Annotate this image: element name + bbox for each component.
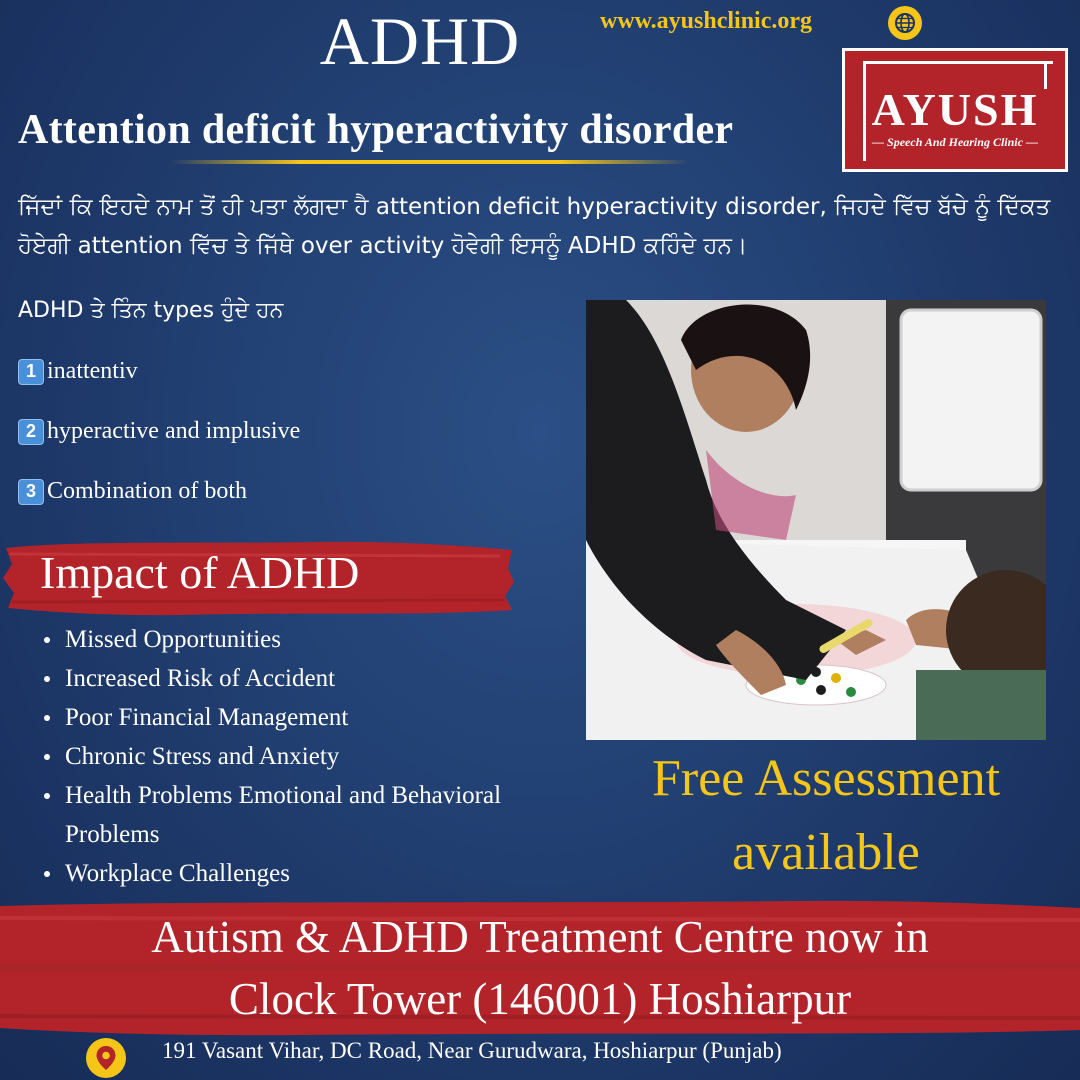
list-item: Workplace Challenges xyxy=(42,854,587,893)
globe-icon xyxy=(888,6,922,40)
intro-paragraph: ਜਿੱਦਾਂ ਕਿ ਇਹਦੇ ਨਾਮ ਤੋਂ ਹੀ ਪਤਾ ਲੱਗਦਾ ਹੈ attention deficit hyperactivity disorder, ਜਿਹਦੇ ਵਿੱਚ ਬੱਚੇ ਨੂੰ ਦਿੱਕਤ ਹੋਏਗੀ attention ਵਿੱਚ ਤੇ ਜਿੱਥੇ over activity ਹੋਵੇਗੀ ਇਸਨੂੰ ADHD ਕਹਿੰਦੇ ਹਨ। xyxy=(18,194,1051,259)
free-assessment-line2: available xyxy=(732,824,920,881)
type-item xyxy=(18,358,138,385)
page-subtitle: Attention deficit hyperactivity disorder xyxy=(18,107,734,153)
type-item xyxy=(18,478,247,505)
free-assessment-text xyxy=(596,742,1056,890)
logo-tagline: — Speech And Hearing Clinic — xyxy=(872,135,1038,149)
list-item: Poor Financial Management xyxy=(42,698,587,737)
logo-name: AYUSH xyxy=(871,84,1039,135)
centre-announcement xyxy=(0,906,1080,1030)
free-assessment-line1: Free Assessment xyxy=(651,750,1001,807)
centre-line1: Autism & ADHD Treatment Centre now in xyxy=(151,912,929,962)
list-item: Chronic Stress and Anxiety xyxy=(42,737,587,776)
therapy-photo xyxy=(586,300,1046,740)
centre-line2: Clock Tower (146001) Hoshiarpur xyxy=(228,974,852,1024)
number-badge-icon: 2 xyxy=(18,419,44,445)
subtitle-underline xyxy=(170,160,690,164)
impact-title: Impact of ADHD xyxy=(40,547,360,598)
list-item: Increased Risk of Accident xyxy=(42,659,587,698)
types-intro: ADHD ਤੇ ਤਿੰਨ types ਹੁੰਦੇ ਹਨ xyxy=(18,298,284,323)
page-title: ADHD xyxy=(319,3,521,79)
type-label: inattentiv xyxy=(47,358,138,384)
website-link[interactable]: www.ayushclinic.org xyxy=(600,8,813,34)
address-text: 191 Vasant Vihar, DC Road, Near Gurudwara, Hoshiarpur (Punjab) xyxy=(162,1038,782,1063)
list-item: Health Problems Emotional and Behavioral Problems xyxy=(42,776,587,854)
type-label: hyperactive and implusive xyxy=(47,418,301,444)
impact-list xyxy=(42,620,587,893)
list-item: Missed Opportunities xyxy=(42,620,587,659)
type-label: Combination of both xyxy=(47,478,247,504)
number-badge-icon: 3 xyxy=(18,479,44,505)
number-badge-icon: 1 xyxy=(18,359,44,385)
clinic-logo xyxy=(842,48,1068,172)
location-pin-icon xyxy=(86,1038,126,1078)
type-item xyxy=(18,418,300,445)
